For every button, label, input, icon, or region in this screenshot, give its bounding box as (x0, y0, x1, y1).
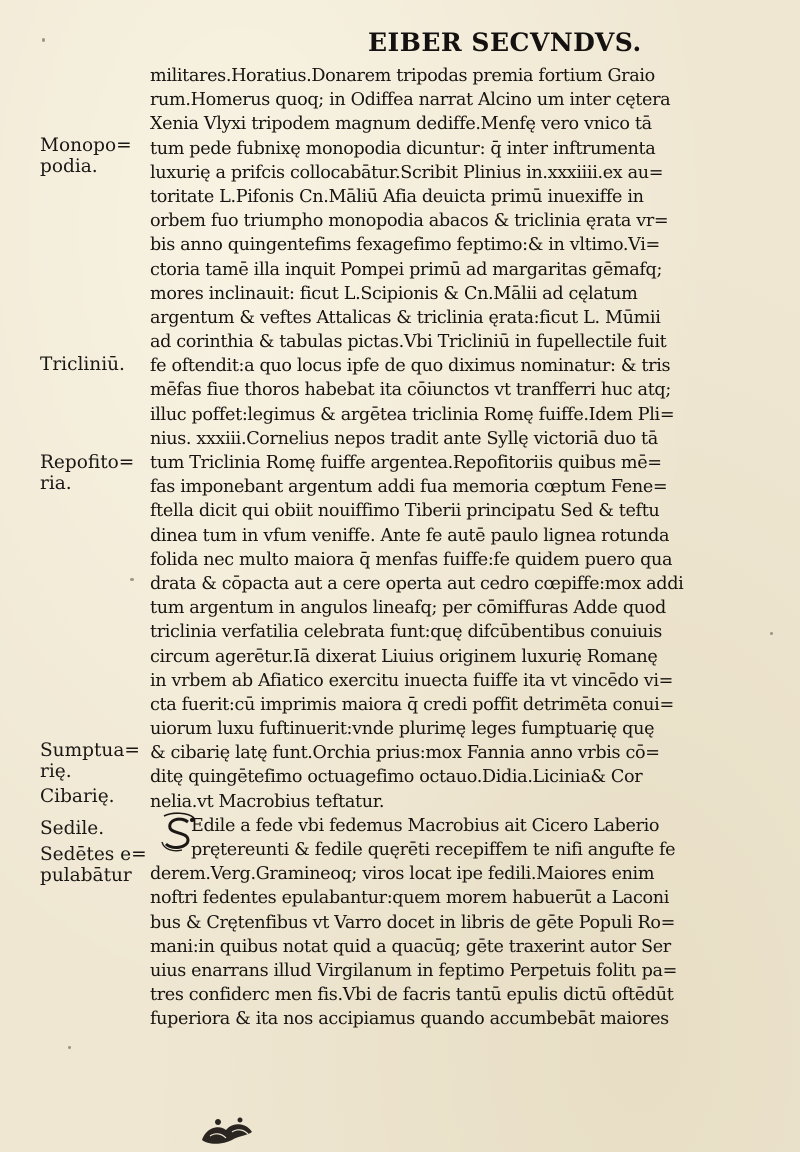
margin-note-triclinium (40, 354, 125, 375)
text-line: circum agerētur.Iā dixerat Liuius originem luxurię Romanę (150, 646, 658, 667)
margin-note-line: Monopo= (40, 135, 132, 156)
margin-note-line: Tricliniū. (40, 354, 125, 375)
text-line: derem.Verg.Gramineoq; viros locat ipe fedili.Maiores enim (150, 864, 655, 885)
text-line: triclinia verfatilia celebrata funt:quę difcūbentibus conuiuis (150, 622, 662, 643)
text-line: militares.Horatius.Donarem tripodas premia fortium Graio (150, 66, 655, 86)
text-line: uiorum luxu fuftinuerit:vnde plurimę leges fumptuarię quę (150, 719, 655, 740)
text-line: mēfas fiue thoros habebat ita cōiunctos vt tranfferri huc atq; (150, 380, 671, 401)
text-line: ad corinthia & tabulas pictas.Vbi Tricliniū in fupellectile fuit (150, 332, 667, 353)
margin-note-sedentes (40, 844, 147, 886)
margin-note-repositoria (40, 452, 134, 494)
text-line: uius enarrans illud Virgilanum in feptimo Perpetuis folitι pa= (150, 960, 678, 981)
text-line: illuc poffet:legimus & argētea triclinia Romę fuiffe.Idem Pli= (150, 404, 675, 425)
margin-note-line: Sumptua= (40, 740, 140, 761)
text-line: bis anno quingentefims fexagefimo feptimo:& in vltimo.Vi= (150, 235, 660, 256)
text-line: tum argentum in angulos lineafq; per cōmiffuras Adde quod (150, 598, 666, 619)
text-line: tum pede fubnixę monopodia dicuntur: q̄ inter inftrumenta (150, 138, 656, 159)
text-line: cta fuerit:cū imprimis maiora q̄ credi poffit detrimēta conui= (150, 694, 674, 715)
text-line: drata & cōpacta aut a cere operta aut cedro cœpiffe:mox addi (150, 573, 684, 594)
running-title: EIBER SECVNDVS. (368, 28, 642, 57)
text-line: ditę quingētefimo octuagefimo octauo.Didia.Licinia& Cor (150, 767, 643, 788)
margin-note-line: Sedētes e= (40, 844, 147, 865)
text-line: fe oftendit:a quo locus ipfe de quo diximus nominatur: & tris (150, 356, 671, 377)
text-line: fuperiora & ita nos accipiamus quando accumbebāt maiores (150, 1009, 669, 1030)
text-line: Xenia Vlyxi tripodem magnum dediffe.Menfę vero vnico tā (150, 114, 652, 135)
margin-note-line: pulabātur (40, 865, 132, 886)
text-line: nelia.vt Macrobius teftatur. (150, 791, 385, 812)
text-line: dinea tum in vfum veniffe. Ante fe autē paulo lignea rotunda (150, 525, 670, 546)
text-line: mani:in quibus notat quid a quacūq; gēte traxerint autor Ser (150, 936, 671, 957)
margin-note-line: podia. (40, 156, 98, 177)
text-line: Edile a fede vbi fedemus Macrobius ait Cicero Laberio (191, 815, 660, 836)
margin-note-monopodia (40, 135, 132, 177)
margin-note-line: Repofito= (40, 452, 135, 473)
paper-speck (130, 578, 134, 581)
text-line: argentum & veftes Attalicas & triclinia ęrata:ficut L. Mūmii (150, 307, 661, 328)
margin-note-line: ria. (40, 473, 72, 494)
text-line: & cibarię latę funt.Orchia prius:mox Fannia anno vrbis cō= (150, 743, 660, 764)
margin-note-line: rię. (40, 761, 72, 782)
text-line: folida nec multo maiora q̄ menfas fuiffe:fe quidem puero qua (150, 549, 673, 570)
text-line: luxurię a prifcis collocabātur.Scribit Plinius in.xxxiiii.ex au= (150, 162, 664, 183)
paper-speck (42, 38, 45, 42)
text-line: nius. xxxiii.Cornelius nepos tradit ante Syllę victoriā duo tā (150, 428, 658, 449)
text-line: prętereunti & fedile quęrēti recepiffem te nifi angufte fe (191, 840, 676, 860)
main-text-block (150, 64, 782, 1032)
margin-note-cibariae (40, 786, 115, 807)
text-line: ftella dicit qui obiit nouiffimo Tiberii principatu Sed & teftu (150, 501, 660, 522)
text-line: ctoria tamē illa inquit Pompei primū ad margaritas gēmafq; (150, 259, 663, 280)
text-line: tum Triclinia Romę fuiffe argentea.Repofitoriis quibus mē= (150, 453, 662, 473)
text-line: fas imponebant argentum addi fua memoria cœptum Fene= (150, 477, 668, 498)
text-line: rum.Homerus quoq; in Odiffea narrat Alcino um inter cętera (150, 90, 671, 111)
text-line: noftri fedentes epulabantur:quem morem habuerūt a Laconi (150, 888, 670, 909)
text-line: toritate L.Pifonis Cn.Māliū Afia deuicta primū inuexiffe in (150, 186, 644, 207)
paper-speck (770, 632, 773, 635)
paper-speck (68, 1046, 71, 1049)
text-line: mores inclinauit: ficut L.Scipionis & Cn.Mālii ad cęlatum (150, 283, 638, 304)
text-line: tres confiderc men fis.Vbi de facris tantū epulis dictū oftēdūt (150, 985, 674, 1006)
margin-note-sumptuariae (40, 740, 140, 782)
margin-note-line: Cibarię. (40, 786, 115, 807)
text-line: in vrbem ab Afiatico exercitu inuecta fuiffe ita vt vincēdo vi= (150, 670, 674, 691)
text-line: orbem fuo triumpho monopodia abacos & triclinia ęrata vr= (150, 211, 669, 232)
margin-note-sedile (40, 818, 104, 839)
margin-note-line: Sedile. (40, 818, 105, 839)
text-line: bus & Crętenfibus vt Varro docet in libris de gēte Populi Ro= (150, 912, 676, 933)
printer-mark-icon (196, 1114, 258, 1148)
